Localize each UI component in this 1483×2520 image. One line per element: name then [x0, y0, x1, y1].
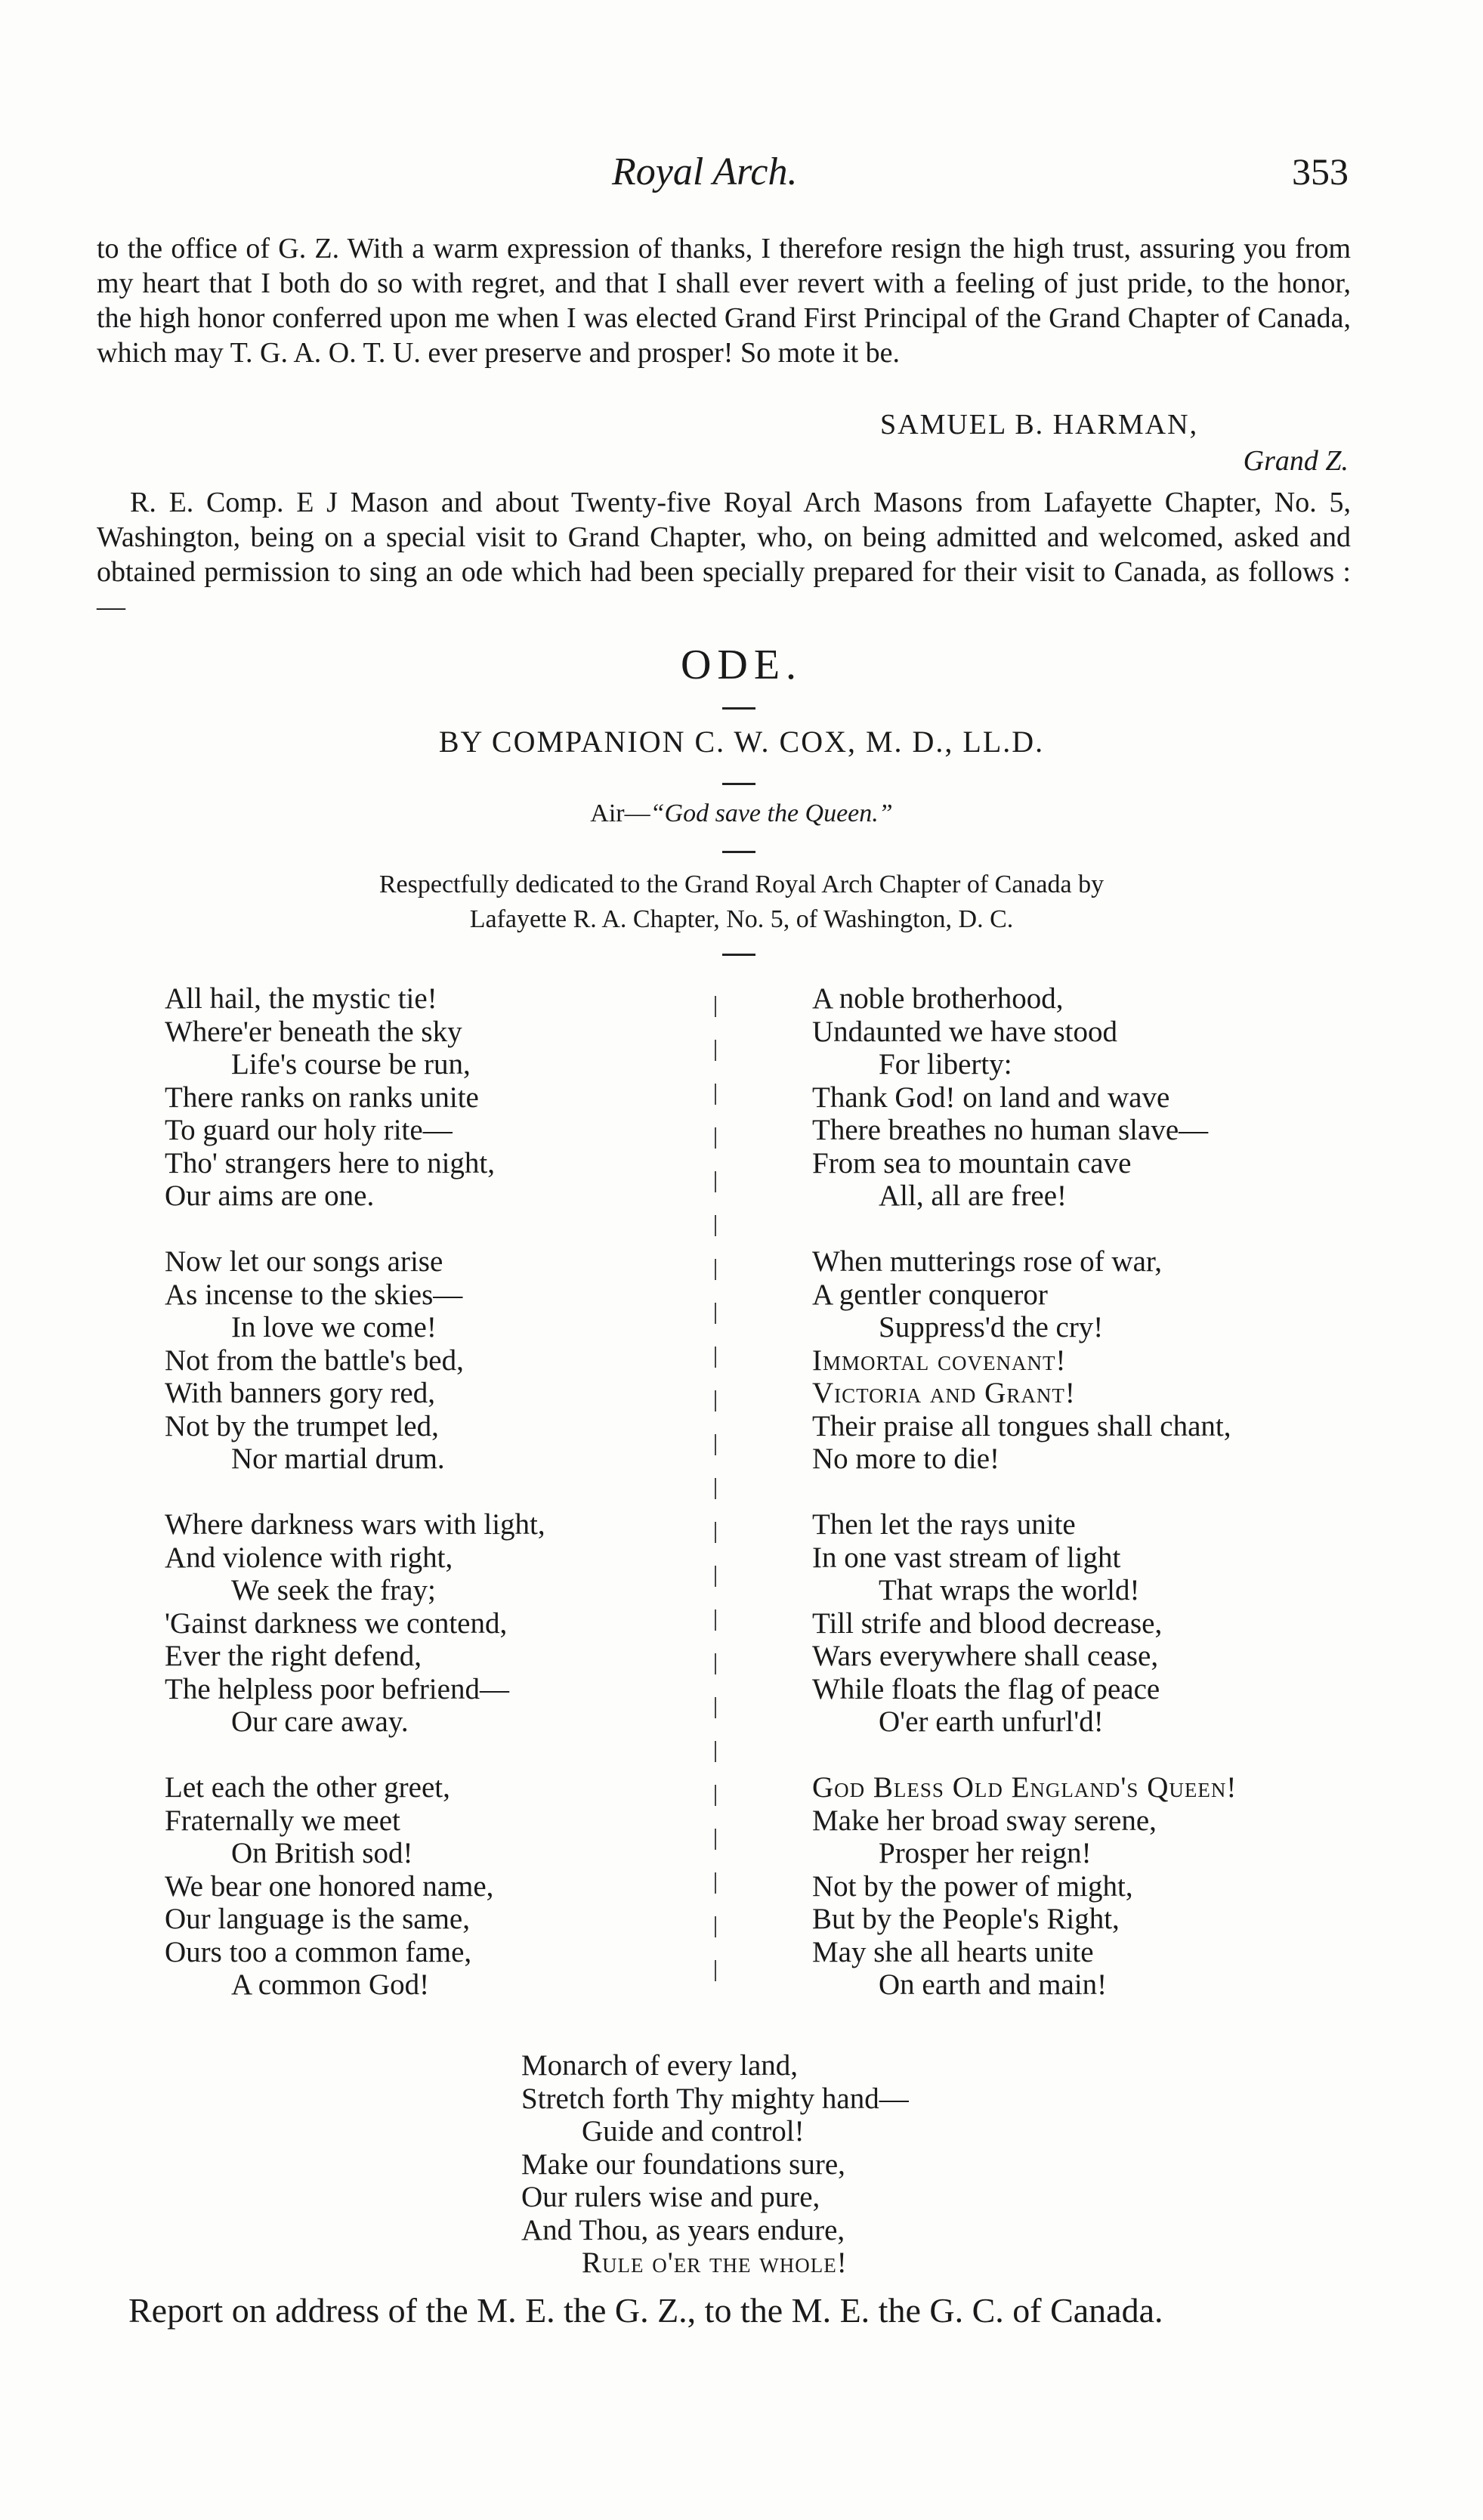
verse-line: Suppress'd the cry!	[879, 1311, 1104, 1343]
verse-line: Where darkness wars with light,	[165, 1508, 545, 1541]
stanza	[812, 1508, 1417, 1739]
air-tune: “God save the Queen.”	[650, 799, 893, 827]
verse-line: Not by the trumpet led,	[165, 1409, 439, 1442]
verse-line: A noble brotherhood,	[812, 982, 1064, 1015]
divider-rule	[722, 783, 755, 785]
ode-right-column	[812, 982, 1417, 2034]
divider-rule	[722, 954, 755, 956]
verse-line: Our language is the same,	[165, 1903, 470, 1935]
signature-title: Grand Z.	[1243, 445, 1349, 477]
verse-line: On earth and main!	[879, 1968, 1108, 2001]
verse-line: Immortal covenant!	[812, 1343, 1067, 1377]
verse-line: But by the People's Right,	[812, 1903, 1120, 1935]
verse-line: Where'er beneath the sky	[165, 1015, 462, 1048]
verse-line: In love we come!	[231, 1311, 437, 1343]
verse-line: From sea to mountain cave	[812, 1146, 1132, 1180]
verse-line: Nor martial drum.	[231, 1442, 445, 1475]
verse-line: When mutterings rose of war,	[812, 1245, 1163, 1278]
verse-line: Not by the power of might,	[812, 1869, 1133, 1903]
verse-line: And Thou, as years endure,	[521, 2213, 845, 2246]
stanza	[165, 1771, 769, 2002]
verse-line: Then let the rays unite	[812, 1508, 1076, 1541]
verse-line: There ranks on ranks unite	[165, 1081, 479, 1114]
verse-line: Undaunted we have stood	[812, 1015, 1117, 1048]
verse-line: Not from the battle's bed,	[165, 1343, 464, 1377]
intro-paragraph-block	[97, 231, 1351, 370]
verse-line: Their praise all tongues shall chant,	[812, 1409, 1231, 1442]
stanza	[165, 1508, 769, 1739]
ode-title: ODE.	[680, 642, 803, 688]
dedication-line-2: Lafayette R. A. Chapter, No. 5, of Washington, D. C.	[469, 905, 1014, 933]
verse-line: Fraternally we meet	[165, 1804, 400, 1837]
verse-line: The helpless poor befriend—	[165, 1672, 509, 1705]
stanza	[812, 982, 1417, 1213]
verse-line: Our care away.	[231, 1705, 409, 1738]
ode-left-column	[165, 982, 769, 2034]
dedication-line-1: Respectfully dedicated to the Grand Royal Arch Chapter of Canada by	[378, 870, 1105, 898]
verse-line: Our aims are one.	[165, 1180, 375, 1212]
intro-paragraph: to the office of G. Z. With a warm expression of thanks, I therefore resign the high trust, assuring you from my heart that I both do so with regret, and that I shall ever revert with a feeling of just pride, to the honor, the high honor conferred upon me when I was elected Grand First Principal of the Grand Chapter of Canada, which may T. G. A. O. T. U. ever preserve and prosper! So mote it be.	[97, 233, 1351, 369]
stanza	[165, 982, 769, 1213]
running-title: Royal Arch.	[612, 150, 798, 193]
visit-paragraph: R. E. Comp. E J Mason and about Twenty-five Royal Arch Masons from Lafayette Chapter, No. 5, Washington, being on a special visit to Grand Chapter, who, on being admitted and welcomed, asked and obtained permission to sing an ode which had been specially prepared for their visit to Canada, as follows :—	[97, 487, 1351, 623]
verse-line: Tho' strangers here to night,	[165, 1146, 495, 1180]
verse-line: Now let our songs arise	[165, 1245, 443, 1278]
verse-line: In one vast stream of light	[812, 1541, 1121, 1574]
verse-line: To guard our holy rite—	[165, 1114, 453, 1146]
verse-line: A gentler conqueror	[812, 1278, 1048, 1311]
verse-line: 'Gainst darkness we contend,	[165, 1606, 508, 1640]
final-stanza	[521, 2049, 909, 2280]
verse-line: Prosper her reign!	[879, 1837, 1092, 1869]
running-head	[0, 150, 1483, 203]
verse-line: Make our foundations sure,	[521, 2147, 845, 2181]
air-prefix: Air—	[590, 799, 650, 827]
stanza	[812, 1771, 1417, 2002]
visit-paragraph-block	[97, 485, 1351, 624]
verse-line: Stretch forth Thy mighty hand—	[521, 2082, 909, 2115]
verse-line: There breathes no human slave—	[812, 1114, 1209, 1146]
verse-line: Make her broad sway serene,	[812, 1804, 1157, 1837]
verse-line: While floats the flag of peace	[812, 1672, 1160, 1705]
verse-line: We bear one honored name,	[165, 1869, 494, 1903]
verse-line: We seek the fray;	[231, 1574, 436, 1606]
verse-line: Ever the right defend,	[165, 1640, 422, 1672]
verse-line: With banners gory red,	[165, 1377, 435, 1409]
verse-line: Victoria and Grant!	[812, 1377, 1076, 1409]
verse-line: Our rulers wise and pure,	[521, 2181, 820, 2213]
stanza	[812, 1245, 1417, 1476]
verse-line: That wraps the world!	[879, 1574, 1140, 1606]
verse-line: God Bless Old England's Queen!	[812, 1771, 1237, 1804]
signature-name: SAMUEL B. HARMAN,	[880, 409, 1199, 441]
verse-line: All, all are free!	[879, 1180, 1067, 1212]
ode-dedication	[0, 867, 1483, 937]
verse-line: Let each the other greet,	[165, 1771, 450, 1804]
verse-line: Till strife and blood decrease,	[812, 1606, 1163, 1640]
verse-line: And violence with right,	[165, 1541, 453, 1574]
page-number: 353	[1292, 150, 1349, 193]
verse-line: A common God!	[231, 1968, 430, 2001]
verse-line: Ours too a common fame,	[165, 1935, 472, 1968]
divider-rule	[722, 851, 755, 853]
verse-line: May she all hearts unite	[812, 1935, 1094, 1968]
verse-line: Wars everywhere shall cease,	[812, 1640, 1159, 1672]
verse-line: Life's course be run,	[231, 1048, 471, 1081]
verse-line: For liberty:	[879, 1048, 1012, 1081]
verse-line: On British sod!	[231, 1837, 413, 1869]
report-paragraph: Report on address of the M. E. the G. Z., to the M. E. the G. C. of Canada.	[128, 2291, 1163, 2330]
divider-rule	[722, 707, 755, 710]
verse-line: Rule o'er the whole!	[582, 2246, 848, 2279]
verse-line: Guide and control!	[582, 2115, 805, 2147]
verse-line: O'er earth unfurl'd!	[879, 1705, 1104, 1738]
verse-line: Thank God! on land and wave	[812, 1081, 1170, 1114]
verse-line: As incense to the skies—	[165, 1278, 463, 1311]
stanza	[165, 1245, 769, 1476]
ode-air	[0, 799, 1483, 828]
ode-author: BY COMPANION C. W. COX, M. D., LL.D.	[438, 725, 1045, 759]
verse-line: All hail, the mystic tie!	[165, 982, 437, 1015]
verse-line: Monarch of every land,	[521, 2049, 799, 2082]
verse-line: No more to die!	[812, 1442, 1000, 1475]
